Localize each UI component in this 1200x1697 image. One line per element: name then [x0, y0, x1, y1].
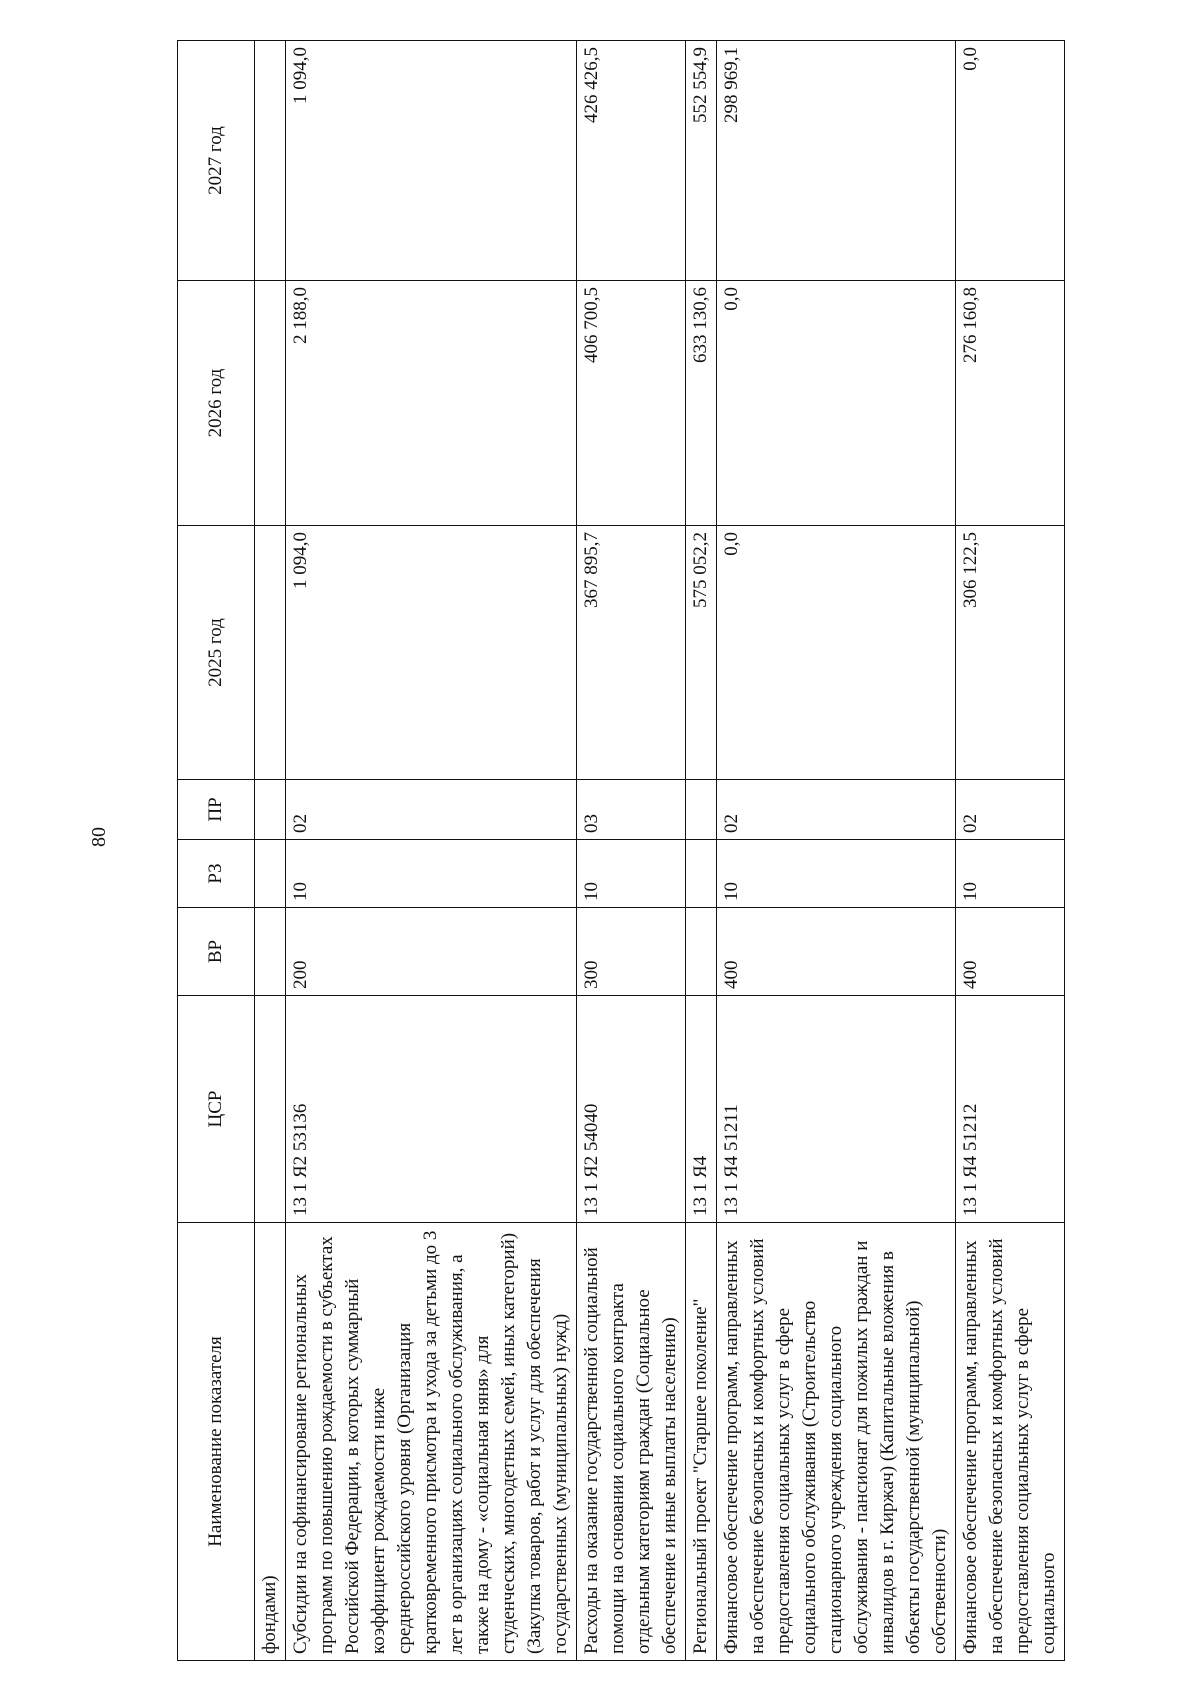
row-2025: 306 122,5 — [956, 526, 1065, 780]
row-2027: 552 554,9 — [686, 41, 717, 281]
page-number: 80 — [88, 827, 110, 847]
row-2025: 575 052,2 — [686, 526, 717, 780]
row-2025: 1 094,0 — [286, 526, 577, 780]
header-pr: ПР — [178, 780, 255, 840]
row-csr: 13 1 Я2 53136 — [286, 996, 577, 1223]
row-name: Региональный проект "Старшее поколение" — [686, 1223, 717, 1661]
budget-table — [177, 40, 1065, 1661]
row-pr: 02 — [717, 780, 956, 840]
table-row — [286, 41, 577, 1661]
row-pr: 02 — [956, 780, 1065, 840]
row-vr — [686, 908, 717, 996]
row-name: Расходы на оказание государственной социальной помощи на основании социального контракта отдельным категориям граждан (Социальное обеспечение и иные выплаты населению) — [577, 1223, 686, 1661]
row-vr: 400 — [717, 908, 956, 996]
row-2027: 298 969,1 — [717, 41, 956, 281]
header-rz: РЗ — [178, 840, 255, 908]
table-row — [577, 41, 686, 1661]
row-rz: 10 — [956, 840, 1065, 908]
row-csr: 13 1 Я2 54040 — [577, 996, 686, 1223]
row-2026: 406 700,5 — [577, 281, 686, 526]
header-csr: ЦСР — [178, 996, 255, 1223]
table-row — [686, 41, 717, 1661]
row-2027: 1 094,0 — [286, 41, 577, 281]
row-rz: 10 — [286, 840, 577, 908]
row-rz — [686, 840, 717, 908]
continuation-text: фондами) — [255, 1223, 286, 1661]
row-2026: 276 160,8 — [956, 281, 1065, 526]
row-2025: 0,0 — [717, 526, 956, 780]
header-2025: 2025 год — [178, 526, 255, 780]
row-csr: 13 1 Я4 51211 — [717, 996, 956, 1223]
row-pr: 03 — [577, 780, 686, 840]
row-vr: 200 — [286, 908, 577, 996]
row-2026: 633 130,6 — [686, 281, 717, 526]
table-row — [956, 41, 1065, 1661]
row-rz: 10 — [717, 840, 956, 908]
row-name: Финансовое обеспечение программ, направленных на обеспечение безопасных и комфортных условий предоставления социальных услуг в сфере социального обслуживания (Строительство стационарного учреждения социального обслуживания - пансионат для пожилых граждан и инвалидов в г. Киржач) (Капитальные вложения в объекты государственной (муниципальной) собственности) — [717, 1223, 956, 1661]
header-vr: ВР — [178, 908, 255, 996]
row-2027: 0,0 — [956, 41, 1065, 281]
header-2026: 2026 год — [178, 281, 255, 526]
row-pr — [686, 780, 717, 840]
row-csr: 13 1 Я4 51212 — [956, 996, 1065, 1223]
header-2027: 2027 год — [178, 41, 255, 281]
row-name: Субсидии на софинансирование региональных программ по повышению рождаемости в субъектах Российской Федерации, в которых суммарный коэффициент рождаемости ниже среднероссийского уровня (Организация кратковременного присмотра и ухода за детьми до 3 лет в организациях социального обслуживания, а также на дому - «социальная няня» для студенческих, многодетных семей, иных категорий) (Закупка товаров, работ и услуг для обеспечения государственных (муниципальных) нужд) — [286, 1223, 577, 1661]
header-name: Наименование показателя — [178, 1223, 255, 1661]
row-rz: 10 — [577, 840, 686, 908]
row-2025: 367 895,7 — [577, 526, 686, 780]
table-row — [717, 41, 956, 1661]
row-name: Финансовое обеспечение программ, направленных на обеспечение безопасных и комфортных условий предоставления социальных услуг в сфере социального — [956, 1223, 1065, 1661]
row-vr: 400 — [956, 908, 1065, 996]
row-2026: 0,0 — [717, 281, 956, 526]
row-pr: 02 — [286, 780, 577, 840]
table-header-row — [178, 41, 255, 1661]
row-csr: 13 1 Я4 — [686, 996, 717, 1223]
budget-table-rotated — [177, 41, 1074, 1661]
row-2027: 426 426,5 — [577, 41, 686, 281]
row-2026: 2 188,0 — [286, 281, 577, 526]
row-vr: 300 — [577, 908, 686, 996]
table-row-continuation — [255, 41, 286, 1661]
